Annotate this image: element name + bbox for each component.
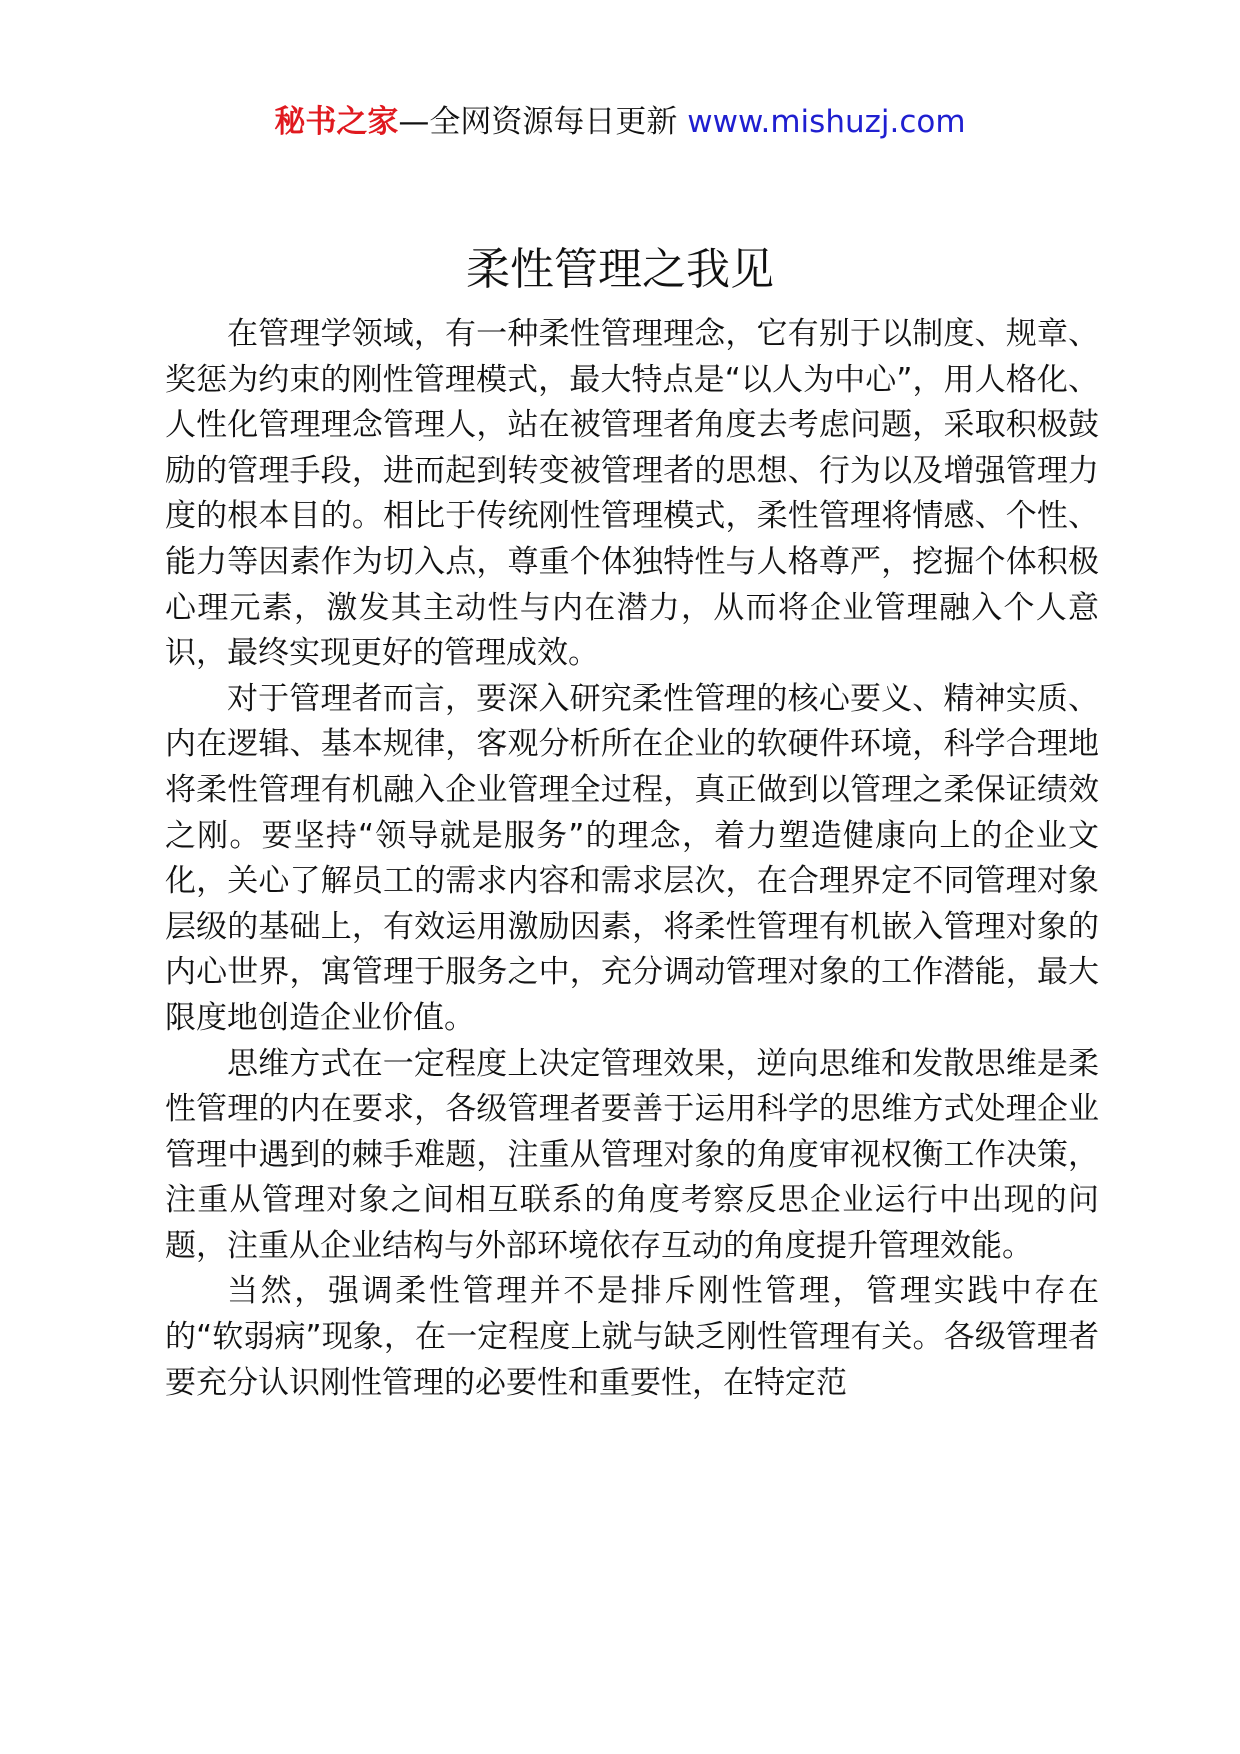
article-body [165, 312, 1099, 1406]
site-brand: 秘书之家 [274, 104, 399, 140]
paragraph: 当然，强调柔性管理并不是排斥刚性管理，管理实践中存在的“软弱病”现象，在一定程度上就与缺乏刚性管理有关。各级管理者要充分认识刚性管理的必要性和重要性，在特定范 [165, 1273, 1099, 1401]
paragraph: 思维方式在一定程度上决定管理效果，逆向思维和发散思维是柔性管理的内在要求，各级管理者要善于运用科学的思维方式处理企业管理中遇到的棘手难题，注重从管理对象的角度审视权衡工作决策，注重从管理对象之间相互联系的角度考察反思企业运行中出现的问题，注重从企业结构与外部环境依存互动的角度提升管理效能。 [165, 1045, 1099, 1264]
site-header [0, 100, 1240, 144]
paragraph: 在管理学领域，有一种柔性管理理念，它有别于以制度、规章、奖惩为约束的刚性管理模式，最大特点是“以人为中心”，用人格化、人性化管理理念管理人，站在被管理者角度去考虑问题，采取积极鼓励的管理手段，进而起到转变被管理者的思想、行为以及增强管理力度的根本目的。相比于传统刚性管理模式，柔性管理将情感、个性、能力等因素作为切入点，尊重个体独特性与人格尊严，挖掘个体积极心理元素，激发其主动性与内在潜力，从而将企业管理融入个人意识，最终实现更好的管理成效。 [165, 316, 1099, 672]
site-url-link[interactable]: www.mishuzj.com [687, 104, 966, 140]
document-title: 柔性管理之我见 [466, 244, 774, 295]
site-slogan: —全网资源每日更新 [398, 104, 688, 140]
paragraph: 对于管理者而言，要深入研究柔性管理的核心要义、精神实质、内在逻辑、基本规律，客观分析所在企业的软硬件环境，科学合理地将柔性管理有机融入企业管理全过程，真正做到以管理之柔保证绩效之刚。要坚持“领导就是服务”的理念，着力塑造健康向上的企业文化，关心了解员工的需求内容和需求层次，在合理界定不同管理对象层级的基础上，有效运用激励因素，将柔性管理有机嵌入管理对象的内心世界，寓管理于服务之中，充分调动管理对象的工作潜能，最大限度地创造企业价值。 [165, 680, 1099, 1036]
